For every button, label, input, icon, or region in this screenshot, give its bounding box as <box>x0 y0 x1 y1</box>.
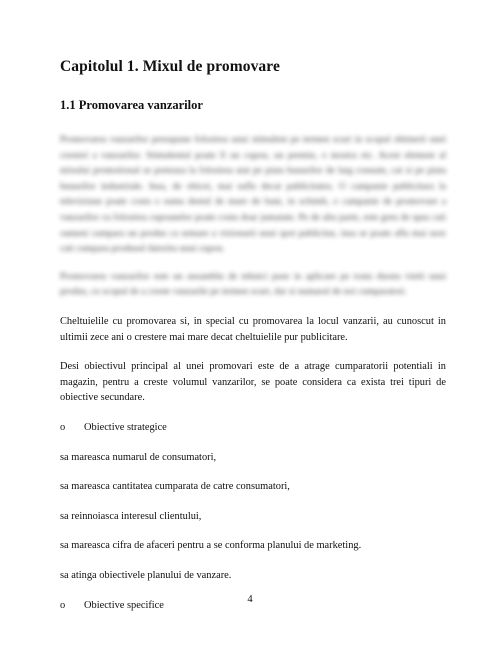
paragraph-costs: Cheltuielile cu promovarea si, in special cu promovarea la locul vanzarii, au cunoscut in ultimii zece ani o crestere mai mare decat cheltuielile pur publicitare. <box>60 316 446 343</box>
paragraph-objectives: Desi obiectivul principal al unei promovari este de a atrage cumparatorii potentiali in magazin, pentru a creste volumul vanzarilor, se poate considera ca exista trei tipuri de obiective secundare. <box>60 361 446 404</box>
strategic-item: sa reinnoiasca interesul clientului, <box>60 510 202 522</box>
heading-strategic: Obiective strategice <box>84 421 167 433</box>
strategic-item: sa mareasca numarul de consumatori, <box>60 451 217 463</box>
page-number: 4 <box>247 594 253 605</box>
strategic-item: sa atinga obiectivele planului de vanzare. <box>60 569 232 581</box>
blurred-paragraph: Promovarea vanzarilor presupune folosirea unui stimulent pe termen scurt in scopul obtinerii unei cresteri a vanzarilor. Stimulentul poate fi un cupon, un premiu, o mostra etc. Acest element al mixului promotional se preteaza la folosirea atat pe piata bunurilor de larg consum, cat si pe piata bunurilor industriale. Insa, de obicei, mai sufla decat publicitatea. O campanie publicitara la televiziune poate costa o suma destul de mare de bani, in schimb, o campanie de promovare a vanzarilor cu folosirea cupoanelor poate costa doar jumatate. Pe de alta parte, este greu de spus cati oameni cumpara un produs ca urmare a vizionarii unui spot publicitar, insa se poate afla mai usor cati cumpara produsul datorita unui cupon. <box>60 134 446 255</box>
chapter-title: Capitolul 1. Mixul de promovare <box>60 58 280 75</box>
strategic-item: sa mareasca cifra de afaceri pentru a se conforma planului de marketing. <box>60 540 362 552</box>
section-title: 1.1 Promovarea vanzarilor <box>60 98 203 112</box>
bullet-marker: o <box>60 421 66 433</box>
blurred-paragraph: Promovarea vanzarilor este un ansamblu de tehnici puse in aplicare pe toata durata vietii unui produs, cu scopul de a creste vanzarile pe termen scurt, dar si numarul de noi cumparatori. <box>60 270 446 298</box>
bullet-heading-strategic <box>60 420 446 436</box>
heading-specific: Obiective specifice <box>84 599 164 611</box>
blurred-preview-region <box>60 132 446 312</box>
visible-text-region <box>60 314 446 613</box>
strategic-item: sa mareasca cantitatea cumparata de catre consumatori, <box>60 481 290 493</box>
bullet-marker: o <box>60 599 66 611</box>
